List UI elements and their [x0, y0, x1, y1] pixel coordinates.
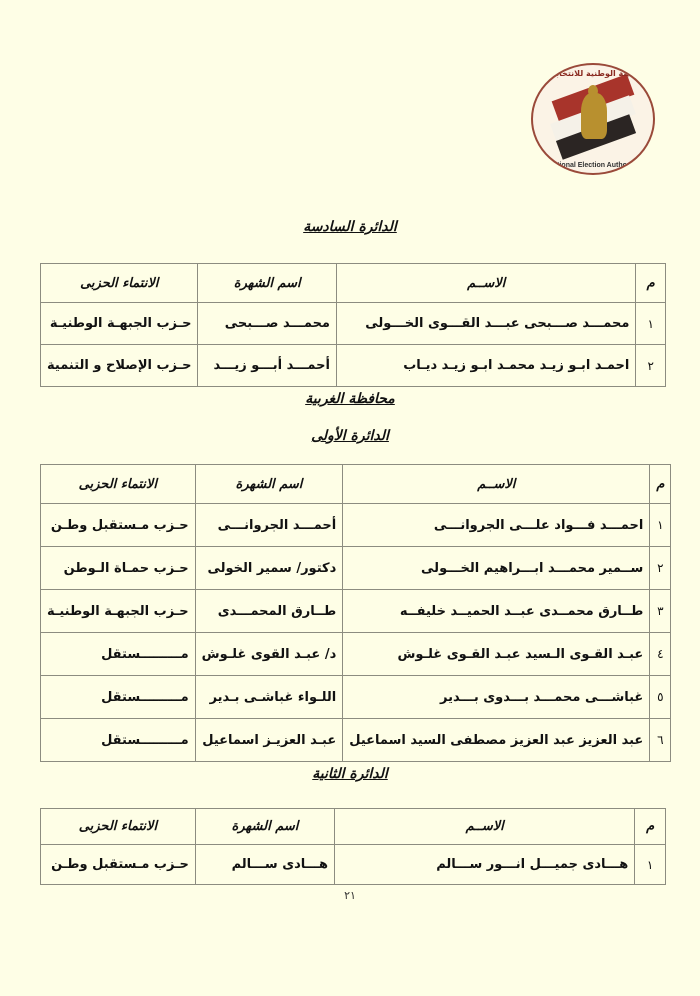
cell-nickname: أحمـــد الجروانـــى: [195, 504, 343, 547]
cell-name: احمـــد فـــواد علـــى الجروانـــى: [343, 504, 650, 547]
cell-nickname: محمـــد صـــبحى: [198, 303, 337, 345]
page-number: ٢١: [344, 889, 356, 902]
table-header-row: [41, 809, 666, 845]
col-header-party: الانتماء الحزبى: [41, 264, 198, 303]
cell-num: ٥: [650, 676, 671, 719]
table-row: [41, 719, 671, 762]
cell-nickname: أحمـــد أبـــو زيـــد: [198, 345, 337, 387]
col-header-num: م: [650, 465, 671, 504]
cell-nickname: دكتور/ سمير الخولى: [195, 547, 343, 590]
section-heading-district-1: الدائرة الأولى: [311, 428, 389, 444]
cell-party: حـزب مـستقبل وطـن: [41, 504, 196, 547]
cell-party: مـــــــــستقل: [41, 676, 196, 719]
cell-name: عبـد القـوى الـسيد عبـد القـوى غلـوش: [343, 633, 650, 676]
section-heading-district-2: الدائرة الثانية: [312, 766, 388, 782]
col-header-name: الاســم: [336, 264, 635, 303]
cell-nickname: اللـواء غباشـى بـدير: [195, 676, 343, 719]
table-row: [41, 504, 671, 547]
cell-name: طــارق محمــدى عبــد الحميــد خليفــه: [343, 590, 650, 633]
col-header-name: الاســم: [343, 465, 650, 504]
governorate-heading: محافظة الغربية: [305, 391, 395, 407]
cell-party: حـزب حمـاة الـوطن: [41, 547, 196, 590]
cell-name: احمـد ابـو زيـد محمـد ابـو زيـد ديـاب: [336, 345, 635, 387]
cell-num: ٦: [650, 719, 671, 762]
cell-num: ١: [636, 303, 666, 345]
cell-num: ٣: [650, 590, 671, 633]
table-row: [41, 345, 666, 387]
table-header-row: [41, 465, 671, 504]
candidates-table-district-2: [40, 808, 666, 885]
cell-num: ١: [635, 845, 666, 885]
col-header-name: الاســم: [335, 809, 635, 845]
col-header-party: الانتماء الحزبى: [41, 809, 196, 845]
cell-party: مـــــــــستقل: [41, 719, 196, 762]
section-heading-district-6: الدائرة السادسة: [303, 219, 397, 235]
cell-name: غباشـــى محمـــد بـــدوى بـــدير: [343, 676, 650, 719]
cell-nickname: د/ عبـد القوى غلـوش: [195, 633, 343, 676]
cell-num: ١: [650, 504, 671, 547]
cell-name: محمـــد صـــبحى عبـــد القـــوى الخـــولى: [336, 303, 635, 345]
cell-name: هـــادى جميـــل انـــور ســـالم: [335, 845, 635, 885]
candidates-table-district-6: [40, 263, 666, 387]
table-row: [41, 633, 671, 676]
table-row: [41, 303, 666, 345]
cell-party: حـزب مـستقبل وطـن: [41, 845, 196, 885]
cell-num: ٢: [650, 547, 671, 590]
national-election-authority-logo: [531, 63, 655, 175]
cell-num: ٤: [650, 633, 671, 676]
col-header-nickname: اسم الشهرة: [195, 465, 343, 504]
cell-party: حـزب الإصلاح و التنمية: [41, 345, 198, 387]
table-row: [41, 676, 671, 719]
cell-party: حـزب الجبهـة الوطنيـة: [41, 303, 198, 345]
table-row: [41, 547, 671, 590]
cell-name: عبد العزيز عبد العزيز مصطفى السيد اسماعيل: [343, 719, 650, 762]
cell-nickname: عبـد العزيـز اسماعيل: [195, 719, 343, 762]
cell-name: ســمير محمـــد ابـــراهيم الخـــولى: [343, 547, 650, 590]
col-header-nickname: اسم الشهرة: [198, 264, 337, 303]
col-header-nickname: اسم الشهرة: [195, 809, 334, 845]
table-row: [41, 845, 666, 885]
candidates-table-district-1: [40, 464, 671, 762]
table-header-row: [41, 264, 666, 303]
eagle-icon: [581, 93, 607, 139]
cell-num: ٢: [636, 345, 666, 387]
col-header-party: الانتماء الحزبى: [41, 465, 196, 504]
cell-party: مـــــــــستقل: [41, 633, 196, 676]
col-header-num: م: [636, 264, 666, 303]
cell-nickname: طــارق المحمـــدى: [195, 590, 343, 633]
table-row: [41, 590, 671, 633]
logo-english-text: National Election Authority: [548, 162, 638, 169]
col-header-num: م: [635, 809, 666, 845]
logo-arabic-text: الهيئة الوطنية للانتخابات: [545, 69, 641, 78]
cell-party: حـزب الجبهـة الوطنيـة: [41, 590, 196, 633]
cell-nickname: هـــادى ســـالم: [195, 845, 334, 885]
